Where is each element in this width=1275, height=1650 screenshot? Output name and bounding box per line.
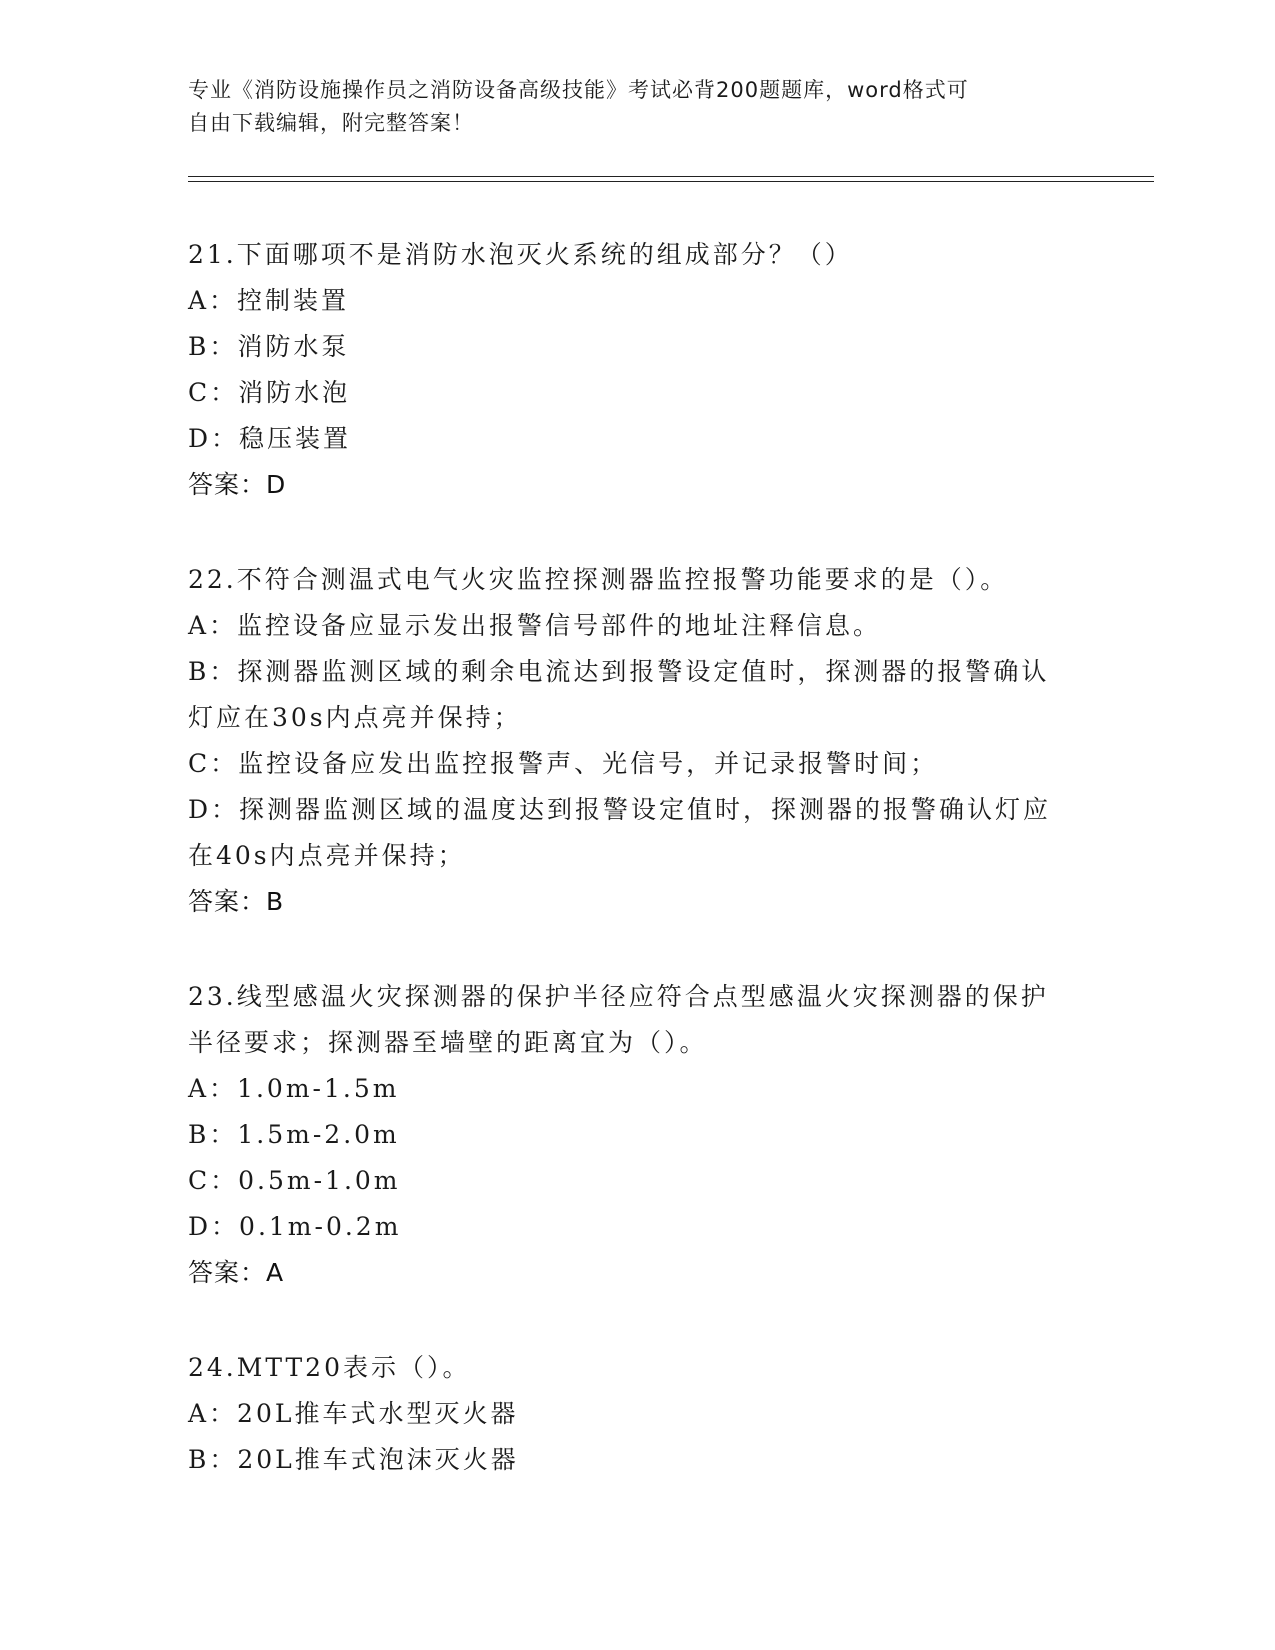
question-answer: 答案：D	[188, 470, 287, 499]
question-option: A：1.0m-1.5m	[188, 1074, 400, 1103]
question-option: C：监控设备应发出监控报警声、光信号，并记录报警时间；	[188, 749, 939, 778]
document-header	[188, 74, 1088, 140]
question-stem: 21.下面哪项不是消防水泡灭火系统的组成部分？（）	[188, 240, 853, 269]
question-option: A：控制装置	[188, 286, 350, 315]
question-answer: 答案：B	[188, 887, 285, 916]
question-answer: 答案：A	[188, 1258, 285, 1287]
question-block	[188, 232, 1088, 508]
question-block	[188, 1345, 1088, 1483]
question-option: 灯应在30s内点亮并保持；	[188, 703, 522, 732]
question-stem: 24.MTT20表示（）。	[188, 1353, 471, 1382]
question-block	[188, 557, 1088, 925]
question-option: D：探测器监测区域的温度达到报警设定值时，探测器的报警确认灯应	[188, 795, 1052, 824]
question-stem: 23.线型感温火灾探测器的保护半径应符合点型感温火灾探测器的保护	[188, 982, 1049, 1011]
question-option: C：0.5m-1.0m	[188, 1166, 401, 1195]
question-option: B：探测器监测区域的剩余电流达到报警设定值时，探测器的报警确认	[188, 657, 1050, 686]
question-option: 在40s内点亮并保持；	[188, 841, 466, 870]
question-option: B：1.5m-2.0m	[188, 1120, 400, 1149]
question-option: A：监控设备应显示发出报警信号部件的地址注释信息。	[188, 611, 882, 640]
question-stem: 22.不符合测温式电气火灾监控探测器监控报警功能要求的是（）。	[188, 565, 1009, 594]
header-line-1: 专业《消防设施操作员之消防设备高级技能》考试必背200题题库，word格式可	[188, 78, 969, 102]
header-divider-bottom	[188, 181, 1154, 182]
question-stem: 半径要求；探测器至墙壁的距离宜为（）。	[188, 1028, 708, 1057]
question-block	[188, 974, 1088, 1296]
question-list	[188, 232, 1088, 1532]
question-option: B：消防水泵	[188, 332, 350, 361]
question-option: C：消防水泡	[188, 378, 351, 407]
question-option: D：0.1m-0.2m	[188, 1212, 402, 1241]
question-option: D：稳压装置	[188, 424, 352, 453]
question-option: A：20L推车式水型灭火器	[188, 1399, 519, 1428]
question-option: B：20L推车式泡沫灭火器	[188, 1445, 519, 1474]
header-line-2: 自由下载编辑，附完整答案！	[188, 111, 474, 135]
header-divider-top	[188, 176, 1154, 177]
